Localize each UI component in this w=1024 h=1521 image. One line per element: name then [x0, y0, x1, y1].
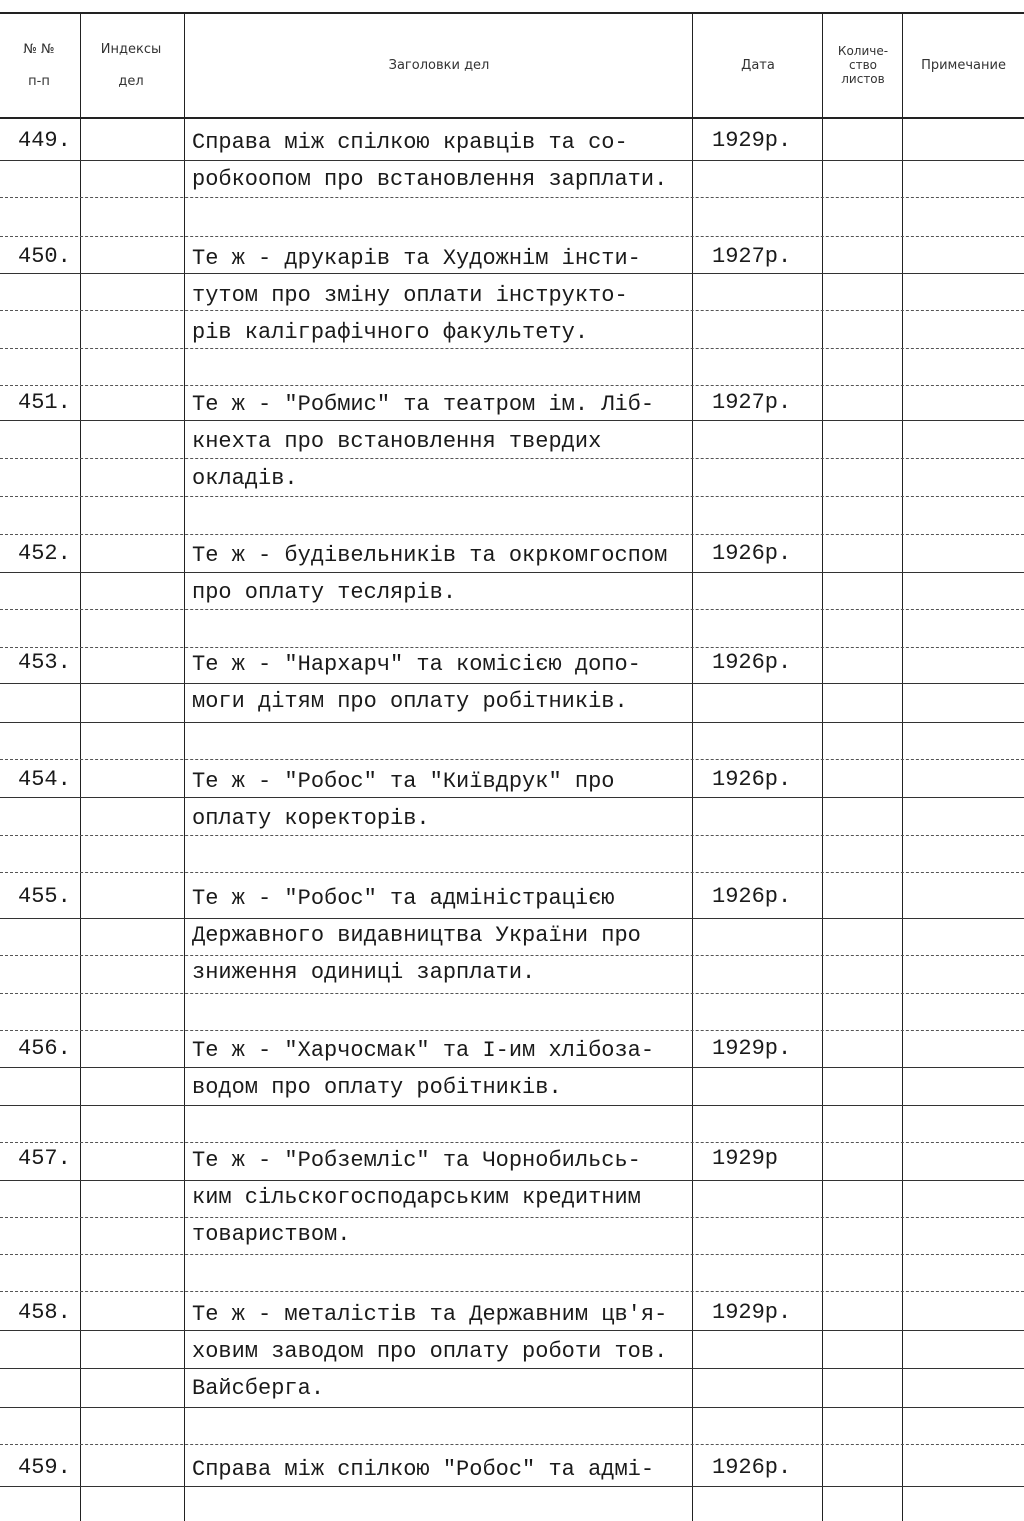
row-rule	[0, 872, 1024, 873]
entry-title: Те ж - металістів та Державним цв'я- ховим заводом про оплату роботи тов. Вайсберга.	[192, 1302, 668, 1401]
row-rule	[0, 236, 1024, 237]
entry-title: Те ж - "Робмис" та театром ім. Ліб- кнехта про встановлення твердих окладів.	[192, 392, 655, 491]
entry-number: 449.	[18, 128, 71, 153]
row-rule	[0, 1254, 1024, 1255]
column-divider-index	[184, 14, 185, 1521]
entry-date: 1929р.	[712, 1036, 792, 1061]
header-date-text: Дата	[741, 58, 775, 74]
row-rule	[0, 759, 1024, 760]
header-date	[694, 20, 822, 112]
table-top-border	[0, 12, 1024, 14]
header-note-text: Примечание	[921, 58, 1006, 74]
row-rule	[0, 1291, 1024, 1292]
entry-date: 1929р.	[712, 128, 792, 153]
entry-number: 452.	[18, 541, 71, 566]
entry-date: 1927р.	[712, 390, 792, 415]
entry-date: 1926р.	[712, 541, 792, 566]
entry-date: 1927р.	[712, 244, 792, 269]
column-divider-num	[80, 14, 81, 1521]
entry-date: 1926р.	[712, 884, 792, 909]
header-title	[186, 20, 692, 112]
entry-title: Справа між спілкою "Робос" та адмі-	[192, 1457, 655, 1482]
header-bottom-border	[0, 117, 1024, 119]
entry-number: 459.	[18, 1455, 71, 1480]
header-title-text: Заголовки дел	[388, 58, 490, 74]
entry-title: Те ж - "Робос" та адміністрацією Державного видавництва України про зниження одиниці зарплати.	[192, 886, 641, 985]
header-index-line1: Индексы	[100, 42, 162, 58]
entry-title: Справа між спілкою кравців та со- робкоопом про встановлення зарплати.	[192, 130, 668, 192]
row-rule	[0, 993, 1024, 994]
entry-title: Те ж - будівельників та окркомгоспом про оплату теслярів.	[192, 543, 668, 605]
header-count-line2: ство	[848, 58, 877, 73]
header-number-line1: № №	[23, 42, 55, 58]
header-index-line2: дел	[118, 74, 144, 89]
entry-title: Те ж - друкарів та Художнім інсти- тутом про зміну оплати інструкто- рів каліграфічного факультету.	[192, 246, 641, 345]
entry-number: 451.	[18, 390, 71, 415]
entry-title: Те ж - "Робземліс" та Чорнобильсь- ким сільскогосподарським кредитним товариством.	[192, 1148, 641, 1247]
entry-number: 458.	[18, 1300, 71, 1325]
row-rule	[0, 722, 1024, 723]
row-rule	[0, 1444, 1024, 1445]
header-count-line1: Количе-	[837, 44, 889, 59]
entry-number: 456.	[18, 1036, 71, 1061]
header-number-line2: п-п	[28, 74, 50, 89]
header-count-line3: листов	[841, 71, 885, 86]
row-rule	[0, 1030, 1024, 1031]
row-rule	[0, 1407, 1024, 1408]
header-count	[824, 20, 902, 112]
entry-number: 457.	[18, 1146, 71, 1171]
entry-number: 455.	[18, 884, 71, 909]
entry-date: 1929р.	[712, 1300, 792, 1325]
entry-title: Те ж - "Нархарч" та комісією допо- моги дітям про оплату робітників.	[192, 652, 641, 714]
entry-number: 450.	[18, 244, 71, 269]
entry-title: Те ж - "Харчосмак" та І-им хлібоза- водом про оплату робітників.	[192, 1038, 655, 1100]
column-divider-count	[902, 14, 903, 1521]
entry-date: 1929р	[712, 1146, 779, 1171]
entry-number: 453.	[18, 650, 71, 675]
column-divider-title	[692, 14, 693, 1521]
header-number	[0, 20, 78, 112]
entry-date: 1926р.	[712, 1455, 792, 1480]
entry-date: 1926р.	[712, 650, 792, 675]
entry-number: 454.	[18, 767, 71, 792]
header-note	[903, 20, 1024, 112]
header-index	[80, 20, 182, 112]
entry-date: 1926р.	[712, 767, 792, 792]
entry-title: Те ж - "Робос" та "Київдрук" про оплату коректорів.	[192, 769, 615, 831]
row-rule	[0, 534, 1024, 535]
column-divider-date	[822, 14, 823, 1521]
